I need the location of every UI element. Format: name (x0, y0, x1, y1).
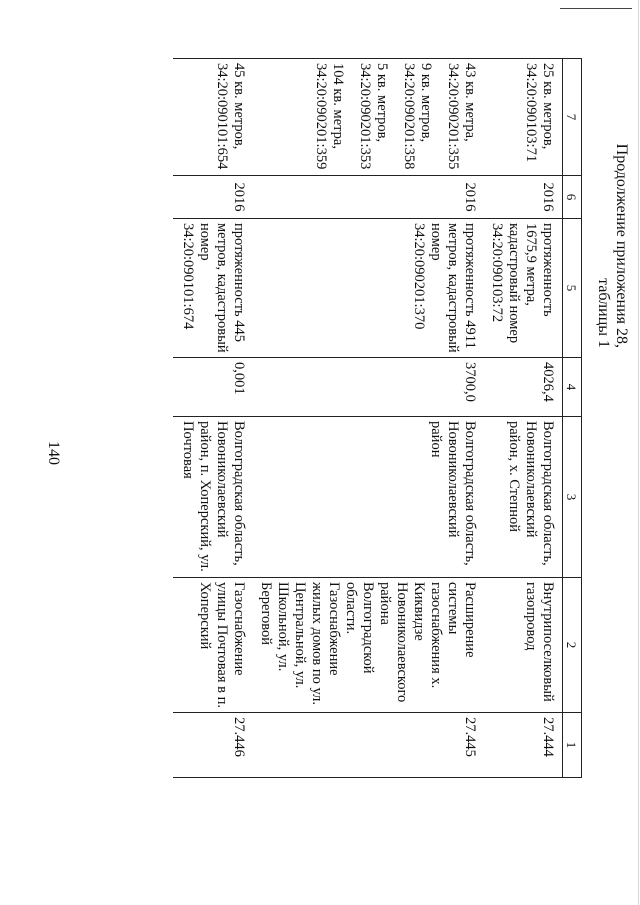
land-area-line: 25 кв. метров, (540, 63, 556, 150)
year-cell: 2016 (173, 176, 251, 219)
header-col-3: 3 (563, 417, 582, 578)
page-number: 140 (45, 441, 62, 465)
location-cell: Волгоградская область, Новониколаевский район (251, 417, 482, 578)
location-cell: Волгоградская область, Новониколаевский район, х. Степной (482, 417, 563, 578)
continuation-line-1: Продолжение приложения 28, (613, 143, 630, 348)
header-col-1: 1 (563, 713, 582, 778)
land-area-line: 34:20:090101:654 (214, 63, 230, 170)
land-area-line: 45 кв. метров, (231, 63, 247, 150)
value-cell: 4026,4 (482, 358, 563, 417)
header-col-5: 5 (563, 219, 582, 358)
header-col-2: 2 (563, 578, 582, 713)
land-area-line: 34:20:090103:71 (523, 63, 539, 163)
year-cell: 2016 (251, 176, 482, 219)
year-cell: 2016 (482, 176, 563, 219)
number-cell: 27.444 (482, 713, 563, 778)
land-area-cell (251, 59, 482, 176)
land-area-cell (173, 59, 251, 176)
continuation-line-2: таблицы 1 (595, 278, 612, 348)
characteristics-cell: протяженность 4911 метров, кадастровый номер 34:20:090201:370 (251, 219, 482, 358)
header-col-4: 4 (563, 358, 582, 417)
land-area-line: 43 кв. метра, 34:20:090201:355 (445, 63, 478, 170)
name-cell: Газоснабжение улицы Почтовая в п. Хоперский (173, 578, 251, 713)
table-row (251, 59, 482, 778)
number-cell: 27.445 (251, 713, 482, 778)
continuation-note (594, 48, 630, 348)
property-register-table (173, 58, 582, 778)
value-cell: 0,001 (173, 358, 251, 417)
value-cell: 3700,0 (251, 358, 482, 417)
land-area-line: 5 кв. метров, 34:20:090201:353 (357, 63, 390, 170)
table-header-row (563, 59, 582, 778)
name-cell: Внутрипоселковый газопровод (482, 578, 563, 713)
location-cell: Волгоградская область, Новониколаевский район, п. Хоперский, ул. Почтовая (173, 417, 251, 578)
land-area-line: 9 кв. метров, 34:20:090201:358 (401, 63, 434, 170)
name-cell: Расширение системы газоснабжения х. Киквидзе Новониколаевского района Волгоградской области. Газоснабжение жилых домов по ул. Центральной, ул. Школьной, ул. Береговой (251, 578, 482, 713)
table-row (173, 59, 251, 778)
land-area-line: 104 кв. метра, 34:20:090201:359 (313, 63, 346, 170)
header-col-6: 6 (563, 176, 582, 219)
characteristics-cell: протяженность 445 метров, кадастровый номер 34:20:090101:674 (173, 219, 251, 358)
land-area-cell (482, 59, 563, 176)
header-col-7: 7 (563, 59, 582, 176)
table-row (482, 59, 563, 778)
number-cell: 27.446 (173, 713, 251, 778)
characteristics-cell: протяженность 1675,9 метра, кадастровый номер 34:20:090103:72 (482, 219, 563, 358)
